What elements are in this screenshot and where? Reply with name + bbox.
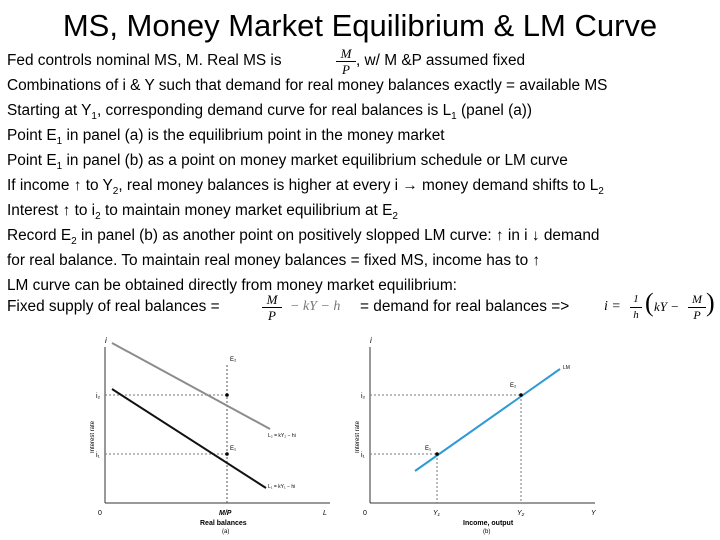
panel-b-y-label: Interest rate <box>355 420 361 453</box>
panel-a-caption: (a) <box>222 529 230 535</box>
bullet-real-ms-rest: , w/ M &P assumed fixed <box>356 52 526 69</box>
panel-a-i1: i₁ <box>96 452 100 459</box>
panel-b-origin: 0 <box>363 510 367 517</box>
one-over-h-fraction: 1 h <box>630 293 642 322</box>
ky-minus-hi-expression: − kY − h <box>290 299 341 314</box>
panel-a-y-label: Interest rate <box>90 420 96 453</box>
slide-title: MS, Money Market Equilibrium & LM Curve <box>62 8 658 43</box>
panel-b-y1-tick: Y₁ <box>433 510 440 517</box>
panel-b-caption: (b) <box>483 529 491 535</box>
panel-b-y2-tick: Y₂ <box>517 510 525 517</box>
panel-a-l2-label: L₂ = kY₂ − hi <box>268 433 296 439</box>
bullet-income-rise: If income ↑ to $Y_2$, real money balances is higher at every i → money demand shifts to $L_2$ <box>7 177 604 198</box>
bullet-record-e2: Record $E_2$ in panel (b) as another point on positively slopped LM curve: ↑ in i ↓ demand <box>7 227 600 248</box>
panel-a-e1-label: E₁ <box>230 446 237 452</box>
panel-a-e2-label: E₂ <box>230 357 237 363</box>
bullet-real-ms: Fed controls nominal MS, M. Real MS is <box>7 52 282 69</box>
panel-a-i2: i₂ <box>96 393 101 400</box>
panel-a-x-label: Real balances <box>200 520 247 527</box>
bullet-demand-arrow: = demand for real balances => <box>360 298 570 315</box>
bullet-interest-rise: Interest ↑ to $i_2$ to maintain money market equilibrium at $E_2$ <box>7 202 398 223</box>
panel-a-l-tick: L <box>323 510 327 517</box>
panel-a-chart <box>90 325 340 540</box>
i-equals: i = <box>604 299 621 314</box>
bullet-starting: Starting at $Y_1$, corresponding demand curve for real balances is $L_1$ (panel (a)) <box>7 102 533 123</box>
bullet-lm-direct: LM curve can be obtained directly from money market equilibrium: <box>7 277 457 294</box>
panel-b-x-label: Income, output <box>463 520 514 527</box>
panel-a-l1-curve <box>112 389 266 488</box>
panel-b-e1-label: E₁ <box>425 446 432 452</box>
panel-a-mp-tick: M/P <box>219 510 232 517</box>
panel-a-l2-curve <box>112 343 270 429</box>
m-over-p-fraction: M P <box>336 47 356 76</box>
panel-b-y-tick: Y <box>591 510 596 517</box>
bullet-point-e1-a: Point $E_1$ in panel (a) is the equilibrium point in the money market <box>7 127 445 148</box>
panel-b-e2-label: E₂ <box>510 383 517 389</box>
panel-a-e2-point <box>225 393 229 397</box>
bullet-fixed-supply: Fixed supply of real balances = <box>7 298 220 315</box>
panel-b-y-axis-letter: i <box>370 336 372 345</box>
panel-b-i2: i₂ <box>361 393 366 400</box>
panel-a-l1-label: L₁ = kY₁ − hi <box>268 484 296 490</box>
bullet-combinations: Combinations of i & Y such that demand for real money balances exactly = available MS <box>7 77 608 94</box>
bullet-point-e1-b: Point $E_1$ in panel (b) as a point on money market equilibrium schedule or LM curve <box>7 152 568 173</box>
panel-b-lm-label: LM <box>563 365 570 371</box>
right-paren-icon: ) <box>706 288 715 317</box>
panel-b-chart <box>355 325 605 540</box>
left-paren-icon: ( <box>645 288 654 317</box>
panel-a-origin: 0 <box>98 510 102 517</box>
m-over-p-fraction-3: M P <box>688 293 706 322</box>
bullet-real-balance: for real balance. To maintain real money balances = fixed MS, income has to ↑ <box>7 252 541 269</box>
panel-b-i1: i₁ <box>361 452 365 459</box>
m-over-p-fraction-2: M P <box>262 293 282 322</box>
panel-b-e2-point <box>519 393 523 397</box>
panel-a-y-axis-letter: i <box>105 336 107 345</box>
panel-b-e1-point <box>435 452 439 456</box>
ky-term: kY − <box>654 299 680 314</box>
panel-a-e1-point <box>225 452 229 456</box>
